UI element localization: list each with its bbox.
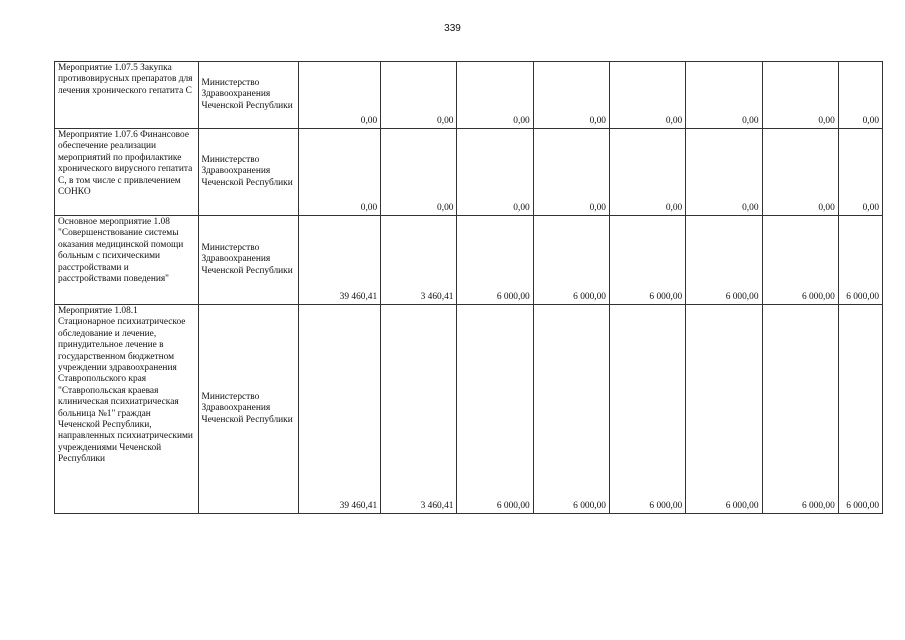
- year-value: 6 000,00: [838, 216, 882, 305]
- year-value: 6 000,00: [686, 216, 762, 305]
- year-value: 6 000,00: [762, 216, 838, 305]
- responsible-executor: Министерство Здравоохранения Чеченской Республики: [198, 62, 298, 129]
- year-value: 3 460,41: [381, 305, 457, 514]
- table-row: [55, 305, 883, 514]
- year-value: 0,00: [686, 62, 762, 129]
- year-value: 3 460,41: [381, 216, 457, 305]
- year-value: 0,00: [457, 129, 533, 216]
- year-value: 0,00: [457, 62, 533, 129]
- activity-name: Мероприятие 1.07.6 Финансовое обеспечение реализации мероприятий по профилактике хронического вирусного гепатита С, в том числе с привлечением СОНКО: [55, 129, 199, 216]
- year-value: 0,00: [533, 62, 609, 129]
- year-value: 6 000,00: [838, 305, 882, 514]
- year-value: 6 000,00: [686, 305, 762, 514]
- table-row: [55, 216, 883, 305]
- responsible-executor: Министерство Здравоохранения Чеченской Республики: [198, 129, 298, 216]
- year-value: 6 000,00: [762, 305, 838, 514]
- total-value: 0,00: [298, 129, 380, 216]
- responsible-executor: Министерство Здравоохранения Чеченской Республики: [198, 305, 298, 514]
- year-value: 0,00: [609, 62, 685, 129]
- year-value: 6 000,00: [533, 305, 609, 514]
- year-value: 0,00: [381, 129, 457, 216]
- activity-name: Основное мероприятие 1.08 "Совершенствование системы оказания медицинской помощи больным с психическими расстройствами и расстройствами поведения": [55, 216, 199, 305]
- table-row: [55, 62, 883, 129]
- table-row: [55, 129, 883, 216]
- page-number: 339: [444, 23, 461, 34]
- year-value: 6 000,00: [457, 305, 533, 514]
- year-value: 6 000,00: [609, 305, 685, 514]
- year-value: 6 000,00: [457, 216, 533, 305]
- year-value: 0,00: [838, 129, 882, 216]
- total-value: 39 460,41: [298, 216, 380, 305]
- year-value: 0,00: [762, 62, 838, 129]
- year-value: 6 000,00: [609, 216, 685, 305]
- budget-table: [54, 61, 883, 514]
- year-value: 6 000,00: [533, 216, 609, 305]
- year-value: 0,00: [381, 62, 457, 129]
- year-value: 0,00: [609, 129, 685, 216]
- activity-name: Мероприятие 1.07.5 Закупка противовирусных препаратов для лечения хронического гепатита С: [55, 62, 199, 129]
- year-value: 0,00: [686, 129, 762, 216]
- activity-name: Мероприятие 1.08.1 Стационарное психиатрическое обследование и лечение, принудительное лечение в государственном бюджетном учреждении здравоохранения Ставропольского края "Ставропольская краевая клиническая психиатрическая больница №1" граждан Чеченской Республики, направленных психиатрическими учреждениями Чеченской Республики: [55, 305, 199, 514]
- responsible-executor: Министерство Здравоохранения Чеченской Республики: [198, 216, 298, 305]
- year-value: 0,00: [838, 62, 882, 129]
- year-value: 0,00: [762, 129, 838, 216]
- year-value: 0,00: [533, 129, 609, 216]
- total-value: 39 460,41: [298, 305, 380, 514]
- total-value: 0,00: [298, 62, 380, 129]
